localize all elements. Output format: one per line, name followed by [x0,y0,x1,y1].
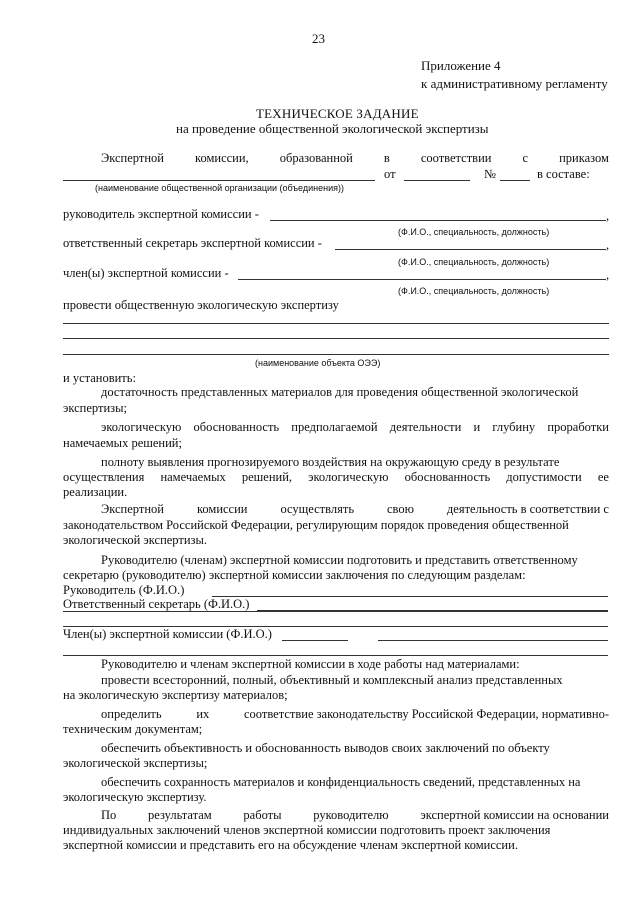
expertise-object-field-1[interactable] [63,323,609,324]
intro-word: с [522,151,529,165]
word: экологическую [101,420,182,434]
word: проработки [547,420,609,434]
word: работы [243,808,282,822]
duty-3: обеспечить объективность и обоснованность выводов своих заключений по объекту [101,741,550,755]
instructions-line-2: секретарю (руководителю) экспертной комиссии заключения по следующим разделам: [63,568,526,582]
organization-name-field[interactable] [63,180,375,181]
intro-word: в [383,151,390,165]
word: деятельность в соответствии с [446,502,609,516]
word: комиссии [196,502,248,516]
intro-word: образованной [279,151,353,165]
establish-item-2 [101,420,609,435]
word: их [196,707,210,721]
word: намечаемых [160,470,226,484]
establish-heading: и установить: [63,371,136,385]
section-member-field-1b[interactable] [378,640,608,641]
word: осуществлять [280,502,355,516]
order-date-label: от [384,167,396,181]
order-number-label: № [484,167,496,181]
appendix-reference: к административному регламенту [421,76,608,91]
word: руководителю [313,808,389,822]
section-member-label: Член(ы) экспертной комиссии (Ф.И.О.) [63,627,272,641]
word: определить [101,707,162,721]
final-line-1 [101,808,609,823]
establish-item-3-cont [63,470,609,485]
duties-intro: Руководителю и членам экспертной комиссии в ходе работы над материалами: [101,657,520,671]
order-date-field[interactable] [404,180,470,181]
commission-head-field[interactable] [270,220,606,221]
section-head-label: Руководитель (Ф.И.О.) [63,583,185,597]
establish-item-3-end: реализации. [63,485,128,499]
duty-4: обеспечить сохранность материалов и конфиденциальность сведений, представленных на [101,775,581,789]
final-line-2: индивидуальных заключений членов экспертной комиссии подготовить проект заключения [63,823,551,837]
expertise-instruction: провести общественную экологическую экспертизу [63,298,339,312]
word: глубину [492,420,536,434]
duty-3-cont: экологической экспертизы; [63,756,208,770]
word: соответствие законодательству Российской Федерации, нормативно- [244,707,609,721]
activity-line-1 [101,502,609,517]
page-number: 23 [312,31,325,46]
section-member-field-1a[interactable] [282,640,348,641]
word: обоснованность [193,420,280,434]
intro-word: приказом [559,151,609,165]
commission-members-label: член(ы) экспертной комиссии - [63,266,229,280]
intro-word: комиссии, [195,151,249,165]
word: По [101,808,117,822]
word: свою [387,502,414,516]
duty-1-cont: на экологическую экспертизу материалов; [63,688,288,702]
word: осуществления [63,470,145,484]
organization-caption: (наименование общественной организации (объединения)) [95,183,344,193]
word: решений, [241,470,293,484]
composition-label: в составе: [537,167,590,181]
word: предполагаемой [291,420,378,434]
word: Экспертной [101,502,164,516]
order-number-field[interactable] [500,180,530,181]
word: допустимости [506,470,582,484]
intro-line [101,151,609,166]
expertise-object-caption: (наименование объекта ОЭЭ) [255,358,381,368]
expertise-object-field-3[interactable] [63,354,609,355]
duty-1: провести всесторонний, полный, объективный и комплексный анализ представленных [101,673,563,687]
appendix-number: Приложение 4 [421,58,501,73]
duty-4-cont: экологическую экспертизу. [63,790,207,804]
final-line-3: экспертной комиссии и представить его на обсуждение членам экспертной комиссии. [63,838,518,852]
word: экспертной комиссии на основании [420,808,609,822]
intro-word: Экспертной [101,151,164,165]
expertise-object-field-2[interactable] [63,338,609,339]
section-secretary-field-1[interactable] [257,610,608,611]
word: результатам [148,808,212,822]
document-subtitle: на проведение общественной экологической экспертизы [176,121,489,136]
commission-head-label: руководитель экспертной комиссии - [63,207,259,221]
commission-secretary-label: ответственный секретарь экспертной комиссии - [63,236,322,250]
section-head-field-1[interactable] [212,596,608,597]
duty-2 [101,707,609,722]
establish-item-1-cont: экспертизы; [63,401,127,415]
members-caption: (Ф.И.О., специальность, должность) [398,286,550,296]
commission-secretary-field[interactable] [335,249,606,250]
head-caption: (Ф.И.О., специальность, должность) [398,227,550,237]
establish-item-1: достаточность представленных материалов для проведения общественной экологической [101,385,579,399]
word: экологическую [308,470,389,484]
duty-2-cont: техническим документам; [63,722,203,736]
section-member-field-2[interactable] [63,655,608,656]
secretary-caption: (Ф.И.О., специальность, должность) [398,257,550,267]
establish-item-2-cont: намечаемых решений; [63,436,182,450]
comma: , [606,209,610,223]
comma: , [606,268,610,282]
intro-word: соответствии [420,151,492,165]
document-title: ТЕХНИЧЕСКОЕ ЗАДАНИЕ [256,106,419,121]
commission-members-field[interactable] [238,279,606,280]
activity-line-3: экологической экспертизы. [63,533,208,547]
word: и [473,420,481,434]
activity-line-2: законодательством Российской Федерации, регулирующим порядок проведения общественной [63,518,569,532]
word: ее [597,470,609,484]
establish-item-3: полноту выявления прогнозируемого воздействия на окружающую среду в результате [101,455,560,469]
section-secretary-label: Ответственный секретарь (Ф.И.О.) [63,597,250,611]
comma: , [606,238,610,252]
word: обоснованность [404,470,491,484]
word: деятельности [389,420,462,434]
instructions-line-1: Руководителю (членам) экспертной комиссии подготовить и представить ответственному [101,553,578,567]
